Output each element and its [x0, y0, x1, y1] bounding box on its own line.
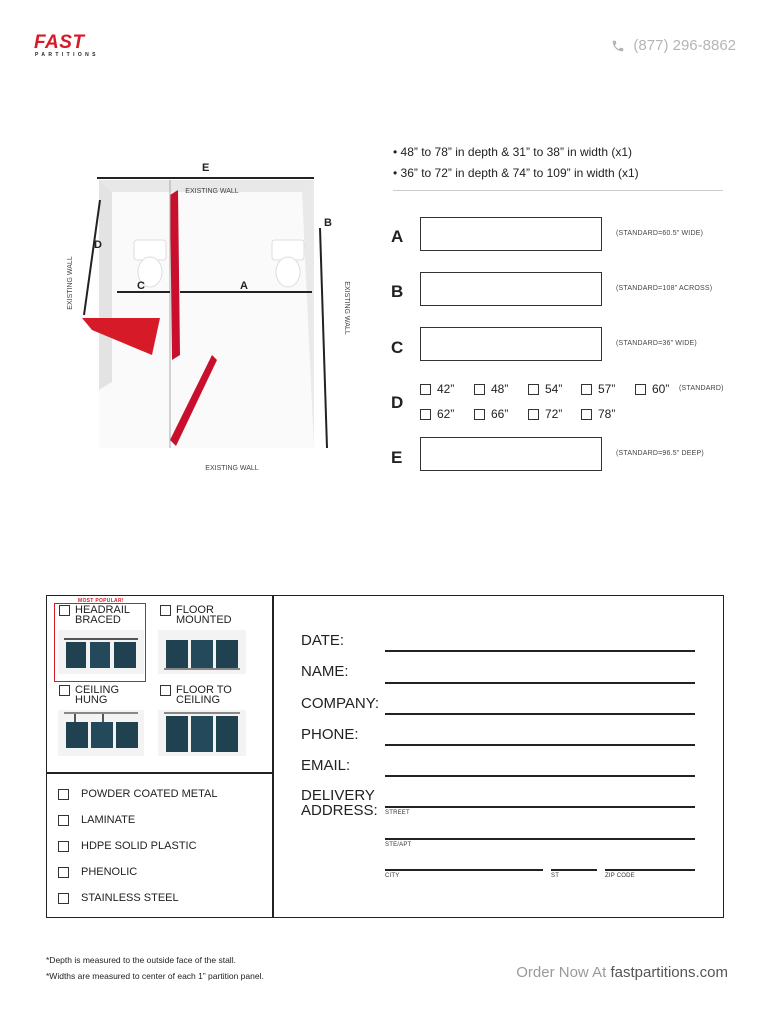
spec-divider: [393, 190, 723, 191]
existing-wall-bottom: EXISTING WALL: [205, 465, 259, 472]
order-site: fastpartitions.com: [610, 964, 728, 981]
size-specs: [393, 142, 639, 184]
d-option-57[interactable]: 57”: [581, 382, 615, 396]
d-option-66[interactable]: 66”: [474, 407, 508, 421]
street-label: STREET: [385, 810, 410, 816]
checkbox[interactable]: [528, 384, 539, 395]
dimension-d-line: [84, 200, 100, 315]
checkbox[interactable]: [58, 789, 69, 800]
form-vertical-divider: [272, 595, 274, 918]
most-popular-tag: MOST POPULAR!: [78, 598, 124, 604]
ste-apt-field[interactable]: [385, 838, 695, 840]
checkbox[interactable]: [160, 685, 171, 696]
ste-apt-label: STE/APT: [385, 842, 412, 848]
email-field[interactable]: [385, 775, 695, 777]
mount-headrail-braced[interactable]: HEADRAIL BRACED: [59, 605, 130, 625]
checkbox[interactable]: [581, 384, 592, 395]
name-field[interactable]: [385, 682, 695, 684]
existing-wall-top: EXISTING WALL: [185, 188, 239, 195]
phone-label: PHONE:: [301, 726, 359, 743]
company-label: COMPANY:: [301, 695, 380, 712]
company-field[interactable]: [385, 713, 695, 715]
checkbox[interactable]: [58, 841, 69, 852]
diagram-label-c: C: [137, 280, 145, 292]
checkbox[interactable]: [474, 384, 485, 395]
name-label: NAME:: [301, 663, 349, 680]
phone-field[interactable]: [385, 744, 695, 746]
checkbox[interactable]: [581, 409, 592, 420]
zip-label: ZIP CODE: [605, 873, 635, 879]
mount-floor-mounted[interactable]: FLOOR MOUNTED: [160, 605, 232, 625]
checkbox[interactable]: [58, 893, 69, 904]
stall-diagram: [52, 150, 362, 480]
delivery-address-label: DELIVERY ADDRESS:: [301, 787, 378, 819]
state-field[interactable]: [551, 869, 597, 871]
field-a-note: (STANDARD=60.5” WIDE): [616, 230, 704, 237]
checkbox[interactable]: [59, 605, 70, 616]
existing-wall-right: EXISTING WALL: [343, 281, 350, 335]
field-b-note: (STANDARD=108” ACROSS): [616, 285, 713, 292]
date-field[interactable]: [385, 650, 695, 652]
checkbox[interactable]: [160, 605, 171, 616]
logo-subtext: PARTITIONS: [35, 52, 99, 58]
checkbox[interactable]: [474, 409, 485, 420]
field-c-input[interactable]: [420, 327, 602, 361]
phone-contact[interactable]: [611, 37, 736, 54]
field-b-letter: B: [391, 282, 404, 301]
headrail-braced-image: [58, 630, 144, 674]
material-phenolic[interactable]: PHENOLIC: [58, 866, 137, 878]
state-label: ST: [551, 873, 560, 879]
diagram-label-e: E: [202, 162, 210, 174]
material-hdpe[interactable]: HDPE SOLID PLASTIC: [58, 840, 197, 852]
floor-mounted-image: [158, 630, 246, 674]
left-wall: [99, 180, 112, 390]
checkbox[interactable]: [58, 867, 69, 878]
floor-area: [99, 180, 314, 448]
logo-text: FAST: [34, 32, 85, 53]
phone-number: (877) 296-8862: [633, 37, 736, 54]
city-label: CITY: [385, 873, 400, 879]
checkbox[interactable]: [528, 409, 539, 420]
spec-line-2: • 36” to 72” in depth & 74” to 109” in width (x1): [393, 166, 639, 180]
material-stainless-steel[interactable]: STAINLESS STEEL: [58, 892, 179, 904]
diagram-label-a: A: [240, 280, 248, 292]
d-option-72[interactable]: 72”: [528, 407, 562, 421]
field-b-input[interactable]: [420, 272, 602, 306]
order-prefix: Order Now At: [516, 964, 607, 981]
phone-icon: [611, 39, 625, 53]
d-option-54[interactable]: 54”: [528, 382, 562, 396]
d-option-60[interactable]: 60”: [635, 382, 669, 396]
material-laminate[interactable]: LAMINATE: [58, 814, 135, 826]
fast-partitions-logo: [34, 32, 98, 62]
field-e-letter: E: [391, 448, 403, 467]
diagram-label-d: D: [94, 239, 102, 251]
checkbox[interactable]: [635, 384, 646, 395]
d-option-62[interactable]: 62”: [420, 407, 454, 421]
footnote-depth: *Depth is measured to the outside face of the stall.: [46, 955, 236, 965]
footnote-width: *Widths are measured to center of each 1” partition panel.: [46, 971, 264, 981]
diagram-label-b: B: [324, 217, 332, 229]
form-horizontal-divider: [46, 772, 273, 774]
field-e-input[interactable]: [420, 437, 602, 471]
field-e-note: (STANDARD=96.5” DEEP): [616, 450, 704, 457]
email-label: EMAIL:: [301, 757, 351, 774]
floor-to-ceiling-image: [158, 710, 246, 756]
field-a-letter: A: [391, 227, 404, 246]
d-option-78[interactable]: 78”: [581, 407, 615, 421]
street-field[interactable]: [385, 806, 695, 808]
field-c-note: (STANDARD=36” WIDE): [616, 340, 697, 347]
checkbox[interactable]: [420, 384, 431, 395]
material-powder-coated[interactable]: POWDER COATED METAL: [58, 788, 218, 800]
ceiling-hung-image: [58, 710, 144, 756]
checkbox[interactable]: [58, 815, 69, 826]
order-now-link[interactable]: [516, 964, 728, 981]
d-option-42[interactable]: 42”: [420, 382, 454, 396]
mount-ceiling-hung[interactable]: CEILING HUNG: [59, 685, 119, 705]
field-a-input[interactable]: [420, 217, 602, 251]
existing-wall-left: EXISTING WALL: [67, 256, 74, 310]
date-label: DATE:: [301, 632, 345, 649]
mount-floor-to-ceiling[interactable]: FLOOR TO CEILING: [160, 685, 232, 705]
city-field[interactable]: [385, 869, 543, 871]
d-standard-note: (STANDARD): [679, 385, 724, 392]
checkbox[interactable]: [59, 685, 70, 696]
field-d-letter: D: [391, 393, 404, 412]
field-c-letter: C: [391, 338, 404, 357]
zip-field[interactable]: [605, 869, 695, 871]
spec-line-1: • 48” to 78” in depth & 31” to 38” in width (x1): [393, 145, 632, 159]
d-option-48[interactable]: 48”: [474, 382, 508, 396]
checkbox[interactable]: [420, 409, 431, 420]
dimension-b-line: [320, 228, 327, 448]
